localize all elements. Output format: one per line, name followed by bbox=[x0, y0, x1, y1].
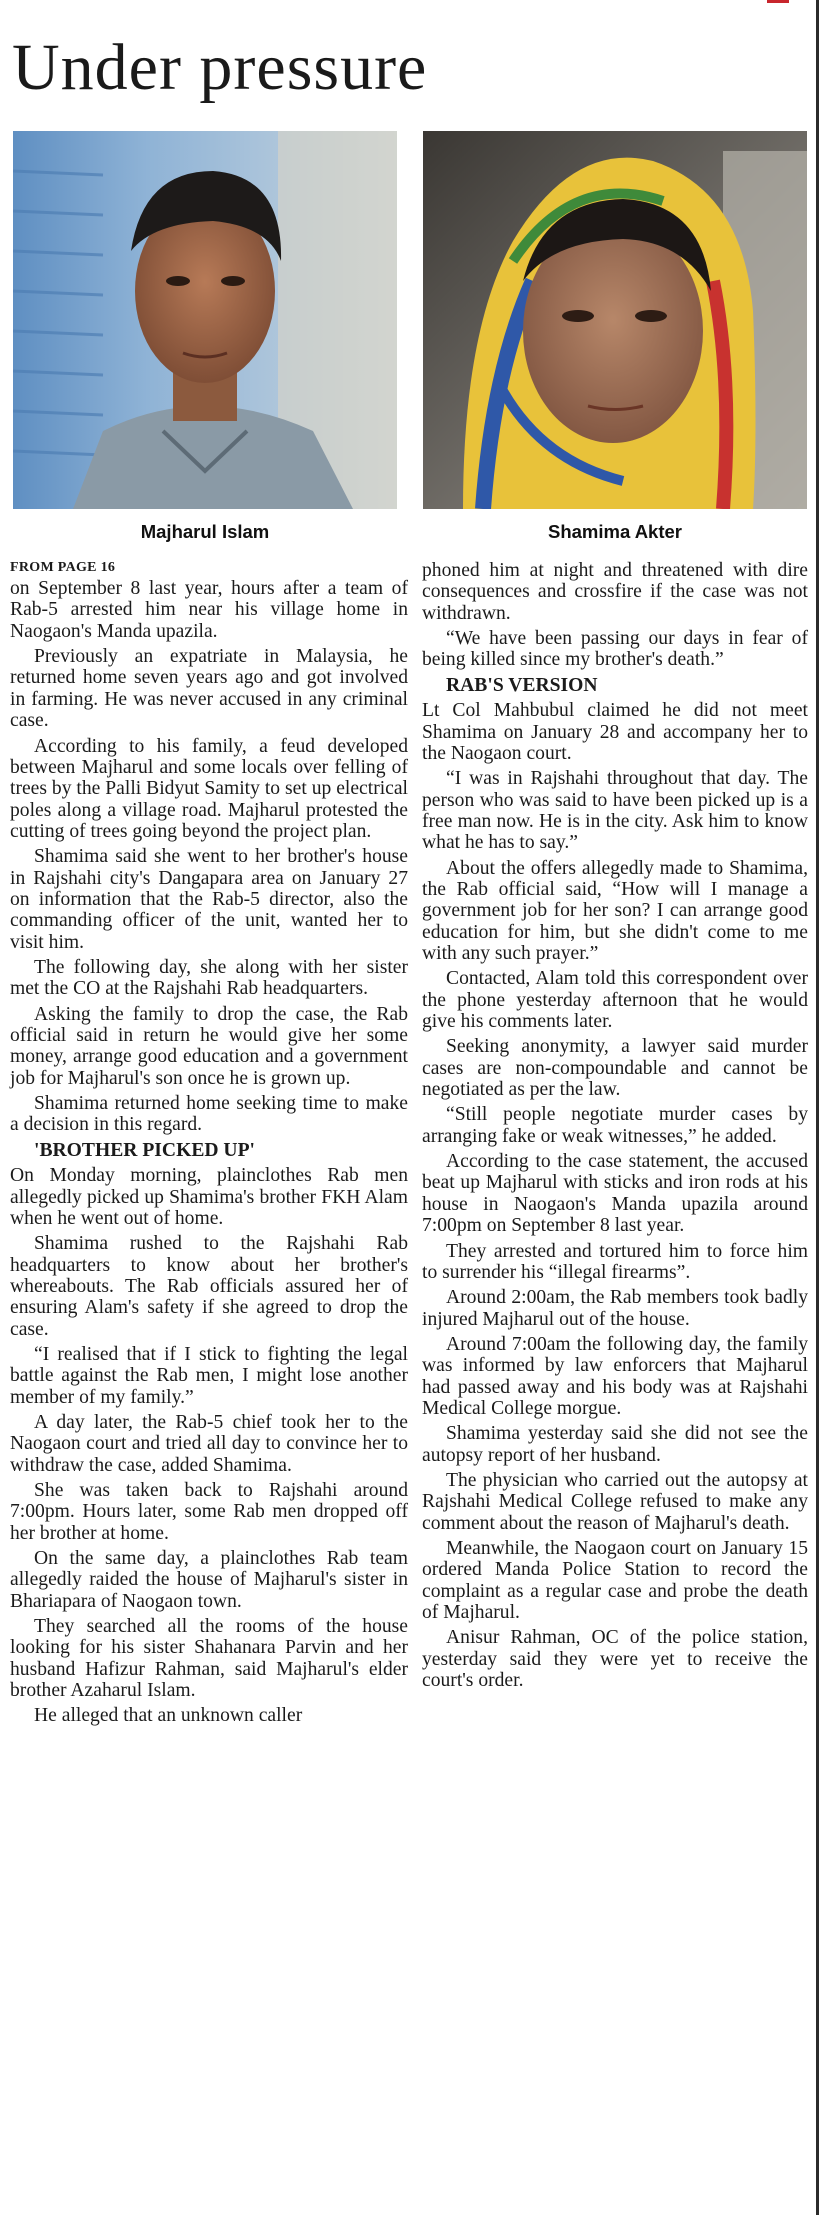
paragraph: They arrested and tortured him to force him to surrender his “illegal firearms”. bbox=[422, 1240, 808, 1283]
paragraph: “We have been passing our days in fear of being killed since my brother's death.” bbox=[422, 628, 808, 671]
paragraph: The following day, she along with her sister met the CO at the Rajshahi Rab headquarters. bbox=[10, 956, 408, 1000]
headline: Under pressure bbox=[12, 31, 428, 104]
paragraph: Lt Col Mahbubul claimed he did not meet Shamima on January 28 and accompany her to the Naogaon court. bbox=[422, 700, 808, 764]
paragraph: Around 2:00am, the Rab members took badly injured Majharul out of the house. bbox=[422, 1287, 808, 1330]
paragraph: Shamima rushed to the Rajshahi Rab headquarters to know about her brother's whereabouts. The Rab officials assured her of ensuring Alam's safety if she agreed to drop the case. bbox=[10, 1233, 408, 1340]
top-accent-mark bbox=[767, 0, 789, 3]
paragraph: Asking the family to drop the case, the Rab official said in return he would give her some money, arrange good education and a government job for Majharul's son once he is grown up. bbox=[10, 1003, 408, 1089]
paragraph: Shamima said she went to her brother's house in Rajshahi city's Dangapara area on January 27 on information that the Rab-5 director, also the commanding officer of the unit, wanted her to visit him. bbox=[10, 846, 408, 953]
paragraph: According to his family, a feud developed between Majharul and some locals over felling of trees by the Palli Bidyut Samity to set up electrical poles along a village road. Majharul protested the cutting of trees going beyond the project plan. bbox=[10, 735, 408, 842]
paragraph: About the offers allegedly made to Shamima, the Rab official said, “How will I manage a government job for her son? I can arrange good education for him, but she didn't come to me with any such prayer.” bbox=[422, 857, 808, 965]
continuation-kicker: FROM PAGE 16 bbox=[10, 560, 116, 575]
paragraph: They searched all the rooms of the house looking for his sister Shahanara Parvin and her husband Hafizur Rahman, said Majharul's elder brother Azaharul Islam. bbox=[10, 1616, 408, 1702]
paragraph: A day later, the Rab-5 chief took her to the Naogaon court and tried all day to convince her to withdraw the case, added Shamima. bbox=[10, 1412, 408, 1476]
paragraph: According to the case statement, the accused beat up Majharul with sticks and iron rods at his house in Naogaon's Manda upazila around 7:00pm on September 8 last year. bbox=[422, 1151, 808, 1237]
paragraph: Around 7:00am the following day, the family was informed by law enforcers that Majharul had passed away and his body was at Rajshahi Medical College morgue. bbox=[422, 1333, 808, 1419]
subhead-brother-picked-up: 'BROTHER PICKED UP' bbox=[34, 1139, 255, 1161]
paragraph: Contacted, Alam told this correspondent over the phone yesterday afternoon that he would give his comments later. bbox=[422, 968, 808, 1033]
paragraph: The physician who carried out the autopsy at Rajshahi Medical College refused to make any comment about the reason of Majharul's death. bbox=[422, 1469, 808, 1534]
paragraph: He alleged that an unknown caller bbox=[34, 1705, 303, 1727]
paragraph: Shamima yesterday said she did not see the autopsy report of her husband. bbox=[422, 1423, 808, 1466]
photo-majharul-islam bbox=[13, 131, 397, 509]
paragraph: phoned him at night and threatened with dire consequences and crossfire if the case was not withdrawn. bbox=[422, 560, 808, 624]
paragraph: “Still people negotiate murder cases by arranging fake or weak witnesses,” he added. bbox=[422, 1104, 808, 1147]
paragraph: Seeking anonymity, a lawyer said murder cases are non-compoundable and cannot be negotiated as per the law. bbox=[422, 1036, 808, 1101]
paragraph: on September 8 last year, hours after a team of Rab-5 arrested him near his village home in Naogaon's Manda upazila. bbox=[10, 578, 408, 642]
paragraph: Anisur Rahman, OC of the police station, yesterday said they were yet to receive the court's order. bbox=[422, 1627, 808, 1692]
caption-shamima-akter: Shamima Akter bbox=[547, 521, 682, 542]
paragraph: “I realised that if I stick to fighting the legal battle against the Rab men, I might lose another member of my family.” bbox=[10, 1343, 408, 1408]
paragraph: On the same day, a plainclothes Rab team allegedly raided the house of Majharul's sister in Bhariapara of Naogaon town. bbox=[10, 1548, 408, 1612]
paragraph: Shamima returned home seeking time to make a decision in this regard. bbox=[10, 1093, 408, 1136]
paragraph: On Monday morning, plainclothes Rab men allegedly picked up Shamima's brother FKH Alam when he went out of home. bbox=[10, 1165, 408, 1229]
caption-majharul-islam: Majharul Islam bbox=[140, 521, 270, 542]
paragraph: Previously an expatriate in Malaysia, he returned home seven years ago and got involved in farming. He was never accused in any criminal case. bbox=[10, 646, 408, 732]
subhead-rabs-version: RAB'S VERSION bbox=[446, 674, 598, 696]
paragraph: “I was in Rajshahi throughout that day. The person who was said to have been picked up is a free man now. He is in the city. Ask him to know what he has to say.” bbox=[422, 768, 808, 854]
article-column-2 bbox=[422, 560, 808, 1695]
paragraph: Meanwhile, the Naogaon court on January 15 ordered Manda Police Station to record the complaint as a regular case and probe the death of Majharul. bbox=[422, 1537, 808, 1624]
photo-shamima-akter bbox=[423, 131, 807, 509]
article-column-1 bbox=[10, 560, 408, 1731]
paragraph: She was taken back to Rajshahi around 7:00pm. Hours later, some Rab men dropped off her brother at home. bbox=[10, 1480, 408, 1544]
